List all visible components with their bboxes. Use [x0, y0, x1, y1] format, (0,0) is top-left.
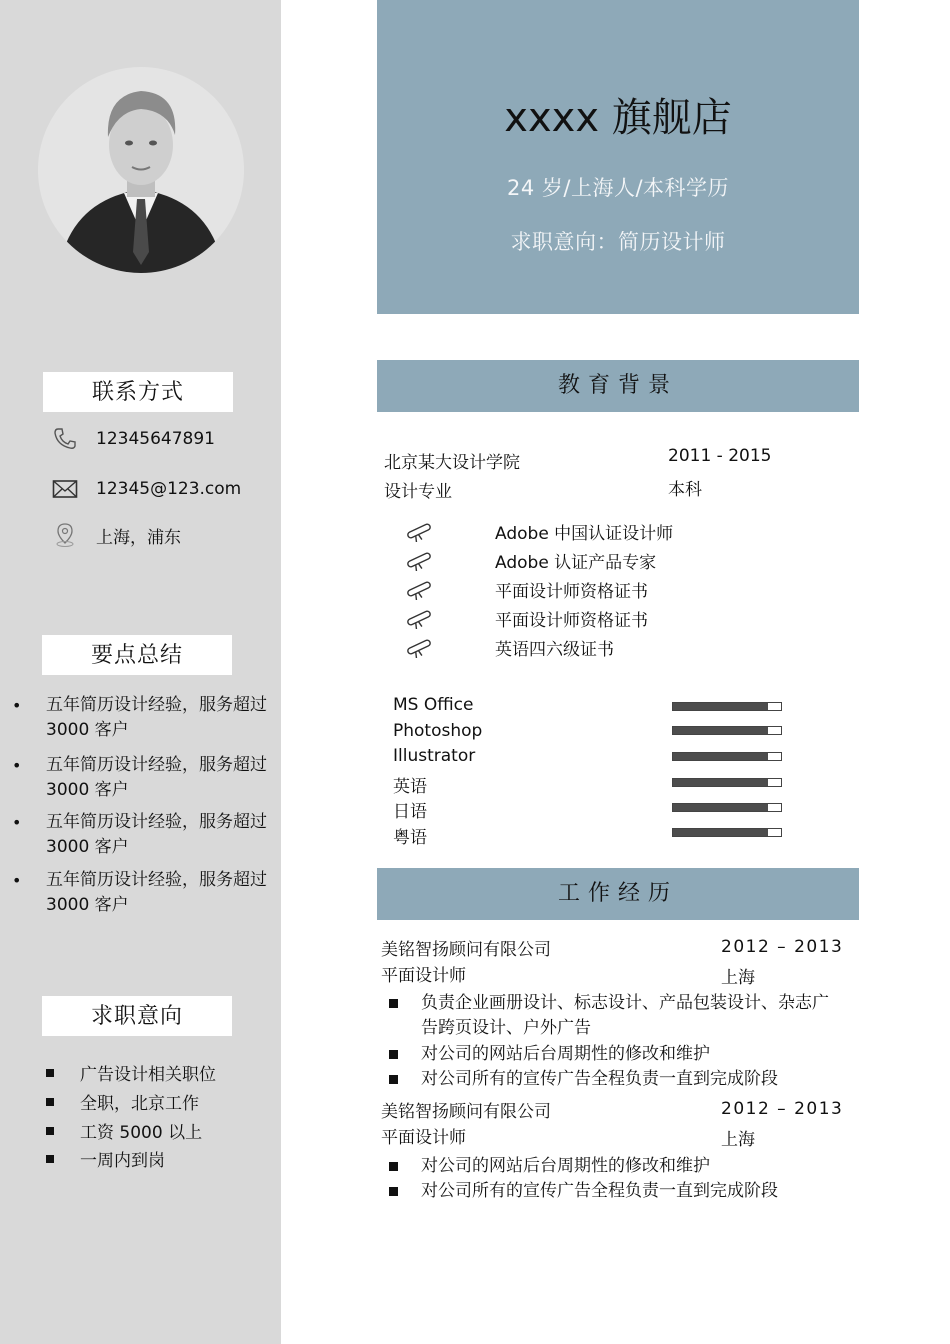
square-bullet [46, 1069, 54, 1077]
square-bullet [389, 1050, 398, 1059]
skill-name: Illustrator [393, 746, 476, 766]
skill-name: 粤语 [393, 828, 427, 848]
square-bullet [389, 1075, 398, 1084]
skill-name: Photoshop [393, 721, 483, 741]
major: 设计专业 [384, 482, 452, 502]
job-intent-title: 求职意向 [42, 996, 232, 1036]
skill-level-fill [673, 779, 768, 786]
skill-level-bar [672, 702, 782, 711]
skill-level-bar [672, 828, 782, 837]
summary-item: • 五年简历设计经验，服务超过 3000 客户 [12, 693, 267, 743]
skill-level-fill [673, 753, 768, 760]
certificate-item: 平面设计师资格证书 [404, 578, 434, 600]
work-section-title: 工作经历 [377, 868, 859, 920]
skill-level-bar [672, 726, 782, 735]
summary-item: • 五年简历设计经验，服务超过 3000 客户 [12, 810, 267, 860]
skill-level-fill [673, 727, 768, 734]
square-bullet [46, 1098, 54, 1106]
summary-title: 要点总结 [42, 635, 232, 675]
bullet-dot: • [12, 871, 22, 890]
diploma-icon [404, 636, 434, 658]
education-section-title: 教育背景 [377, 360, 859, 412]
address: 上海，浦东 [96, 527, 181, 548]
duty-item: 对公司所有的宣传广告全程负责一直到完成阶段 [389, 1067, 839, 1092]
skill-level-bar [672, 803, 782, 812]
education-years: 2011 - 2015 [668, 446, 772, 466]
location-pin-icon [52, 522, 78, 548]
summary-item: • 五年简历设计经验，服务超过 3000 客户 [12, 753, 267, 803]
header-banner [377, 0, 859, 314]
bullet-dot: • [12, 756, 22, 775]
contact-address-row [52, 522, 181, 548]
school-name: 北京某大设计学院 [384, 453, 520, 473]
job-intent-item: 全职，北京工作 [46, 1089, 199, 1114]
skill-level-fill [673, 703, 768, 710]
job-position: 平面设计师 [381, 1128, 466, 1148]
square-bullet [46, 1155, 54, 1163]
skill-name: 英语 [393, 777, 427, 797]
skill-level-bar [672, 778, 782, 787]
work-years: 2012 – 2013 [721, 937, 844, 957]
square-bullet [46, 1127, 54, 1135]
skill-level-fill [673, 804, 768, 811]
bullet-dot: • [12, 813, 22, 832]
phone-number: 12345647891 [96, 429, 215, 449]
skill-name: MS Office [393, 695, 474, 715]
duty-item: 对公司的网站后台周期性的修改和维护 [389, 1042, 839, 1067]
work-city: 上海 [721, 1130, 755, 1150]
diploma-icon [404, 578, 434, 600]
summary-item: • 五年简历设计经验，服务超过 3000 客户 [12, 868, 267, 918]
diploma-icon [404, 549, 434, 571]
contact-email-row [52, 476, 241, 502]
mail-icon [52, 476, 78, 502]
contact-phone-row [52, 426, 215, 452]
job-intent-item: 广告设计相关职位 [46, 1060, 216, 1085]
bullet-dot: • [12, 696, 22, 715]
duty-item: 对公司所有的宣传广告全程负责一直到完成阶段 [389, 1179, 839, 1204]
skill-level-bar [672, 752, 782, 761]
email-address: 12345@123.com [96, 479, 242, 499]
work-years: 2012 – 2013 [721, 1099, 844, 1119]
square-bullet [389, 1187, 398, 1196]
company-name: 美铭智扬顾问有限公司 [381, 940, 551, 960]
degree: 本科 [668, 480, 702, 500]
job-position: 平面设计师 [381, 966, 466, 986]
contact-title: 联系方式 [43, 372, 233, 412]
certificate-item: Adobe 认证产品专家 [404, 549, 434, 571]
duty-item: 对公司的网站后台周期性的修改和维护 [389, 1154, 839, 1179]
skill-level-fill [673, 829, 768, 836]
phone-icon [52, 426, 78, 452]
square-bullet [389, 1162, 398, 1171]
work-city: 上海 [721, 968, 755, 988]
skill-name: 日语 [393, 802, 427, 822]
candidate-info: 24 岁/上海人/本科学历 [506, 176, 730, 200]
job-intent-item: 工资 5000 以上 [46, 1118, 202, 1143]
square-bullet [389, 999, 398, 1008]
candidate-name: xxxx 旗舰店 [504, 95, 732, 141]
certificate-item: 英语四六级证书 [404, 636, 434, 658]
diploma-icon [404, 607, 434, 629]
profile-photo [38, 67, 244, 273]
certificate-item: Adobe 中国认证设计师 [404, 520, 434, 542]
job-intention: 求职意向：简历设计师 [510, 230, 726, 254]
job-intent-item: 一周内到岗 [46, 1146, 165, 1171]
duty-item: 负责企业画册设计、标志设计、产品包装设计、杂志广告跨页设计、户外广告 [389, 991, 839, 1041]
diploma-icon [404, 520, 434, 542]
certificate-item: 平面设计师资格证书 [404, 607, 434, 629]
company-name: 美铭智扬顾问有限公司 [381, 1102, 551, 1122]
